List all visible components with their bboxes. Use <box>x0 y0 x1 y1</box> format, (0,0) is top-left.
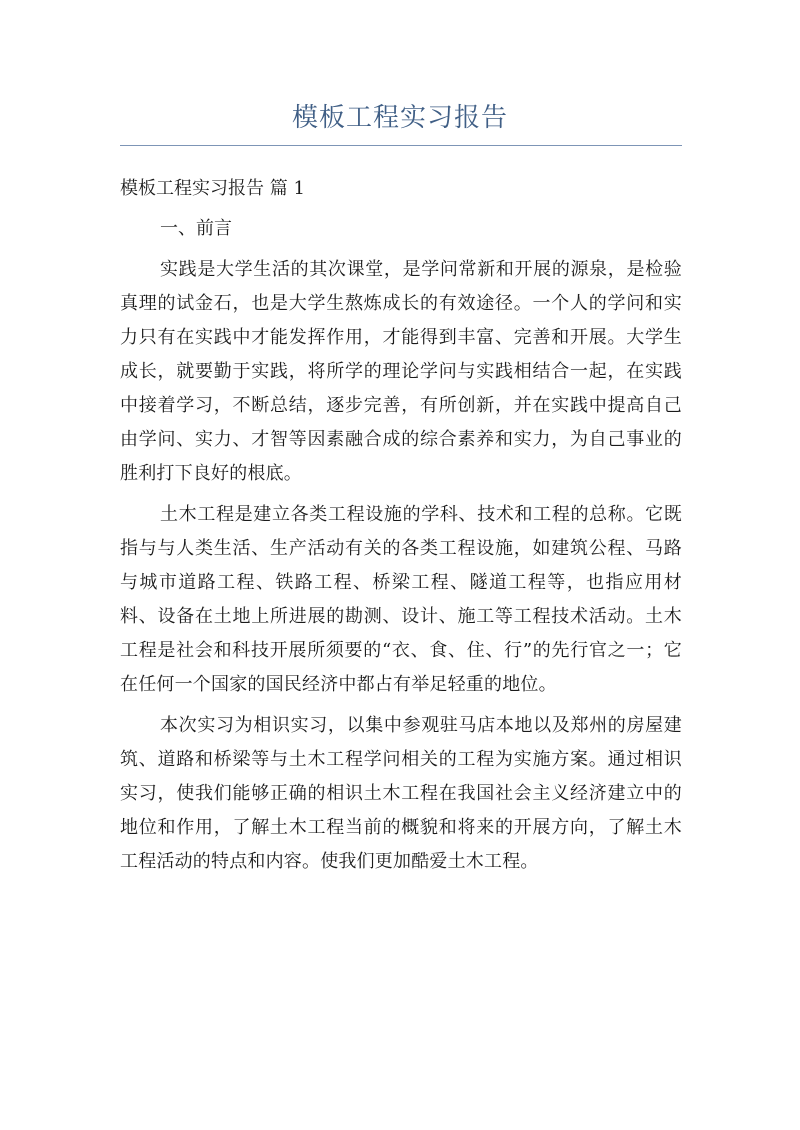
subheading-preface: 一、前言 <box>160 218 232 239</box>
document-body <box>120 172 682 879</box>
title-divider <box>120 145 682 146</box>
paragraph-1: 实践是大学生活的其次课堂，是学问常新和开展的源泉，是检验真理的试金石，也是大学生熬炼成长的有效途径。一个人的学问和实力只有在实践中才能发挥作用，才能得到丰富、完善和开展。大学生成长，就要勤于实践，将所学的理论学问与实践相结合一起，在实践中接着学习，不断总结，逐步完善，有所创新，并在实践中提高自己由学问、实力、才智等因素融合成的综合素养和实力，为自己事业的胜利打下良好的根底。 <box>120 259 682 484</box>
section-heading: 模板工程实习报告 篇 1 <box>120 178 305 199</box>
document-title: 模板工程实习报告 <box>291 103 508 133</box>
paragraph-2: 土木工程是建立各类工程设施的学科、技术和工程的总称。它既指与与人类生活、生产活动有关的各类工程设施，如建筑公程、马路与城市道路工程、铁路工程、桥梁工程、隧道工程等，也指应用材料、设备在土地上所进展的勘测、设计、施工等工程技术活动。土木工程是社会和科技开展所须要的“衣、食、住、行”的先行官之一；它在任何一个国家的国民经济中都占有举足轻重的地位。 <box>120 504 682 695</box>
paragraph-3: 本次实习为相识实习，以集中参观驻马店本地以及郑州的房屋建筑、道路和桥梁等与土木工程学问相关的工程为实施方案。通过相识实习，使我们能够正确的相识土木工程在我国社会主义经济建立中的地位和作用，了解土木工程当前的概貌和将来的开展方向，了解土木工程活动的特点和内容。使我们更加酷爱土木工程。 <box>120 715 682 872</box>
